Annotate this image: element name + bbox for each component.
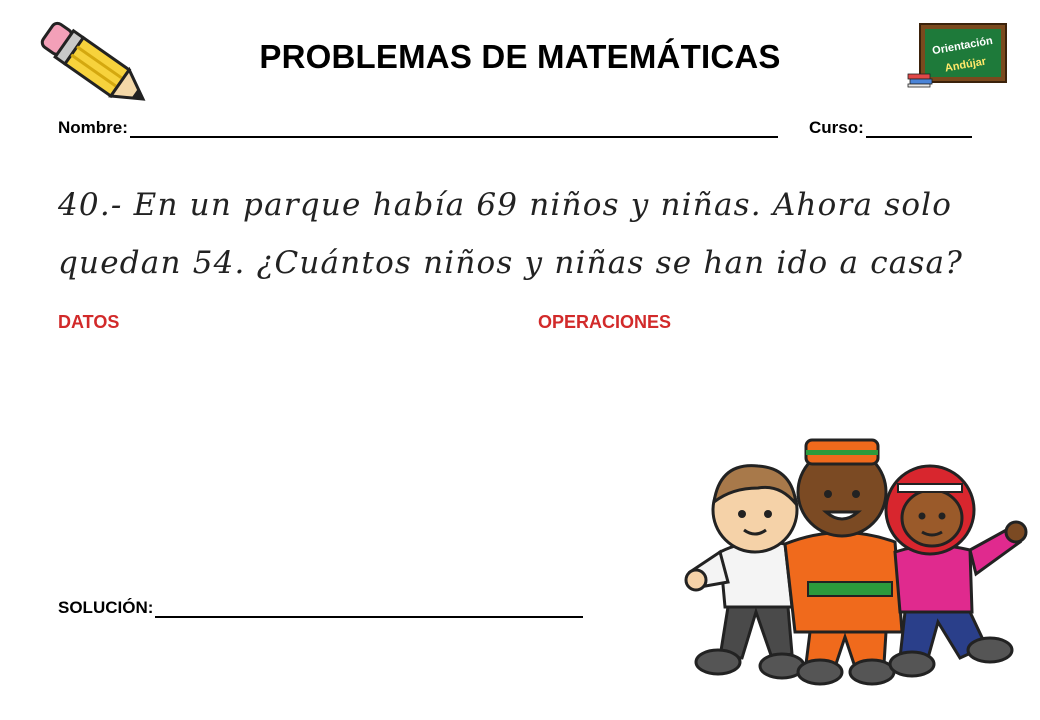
datos-heading: DATOS — [58, 312, 120, 332]
logo-text-1: Orientación — [931, 34, 994, 58]
operaciones-heading: OPERACIONES — [538, 312, 672, 332]
child-left-figure — [686, 466, 804, 678]
pencil-icon — [28, 12, 158, 117]
nombre-blank-line[interactable] — [130, 120, 778, 138]
problem-line-2: quedan 54. ¿Cuántos niños y niñas se han ido a casa? — [58, 245, 964, 281]
child-middle-figure — [785, 440, 902, 684]
curso-label: Curso: — [809, 118, 864, 137]
curso-blank-line[interactable] — [866, 120, 972, 138]
child-right-figure — [886, 466, 1026, 676]
solucion-label: SOLUCIÓN: — [58, 598, 154, 617]
children-illustration — [680, 432, 1030, 702]
solucion-blank-line[interactable] — [155, 600, 583, 618]
logo-text-2: Andújar — [943, 55, 987, 75]
solucion-field[interactable] — [58, 598, 583, 618]
problem-line-1: 40.- En un parque había 69 niños y niñas. Ahora solo — [58, 187, 953, 223]
curso-field[interactable] — [809, 118, 972, 138]
page-title: PROBLEMAS DE MATEMÁTICAS — [259, 38, 781, 75]
problem-statement — [58, 176, 978, 292]
nombre-field[interactable] — [58, 118, 778, 138]
chalkboard-logo — [906, 22, 1010, 88]
nombre-label: Nombre: — [58, 118, 128, 137]
